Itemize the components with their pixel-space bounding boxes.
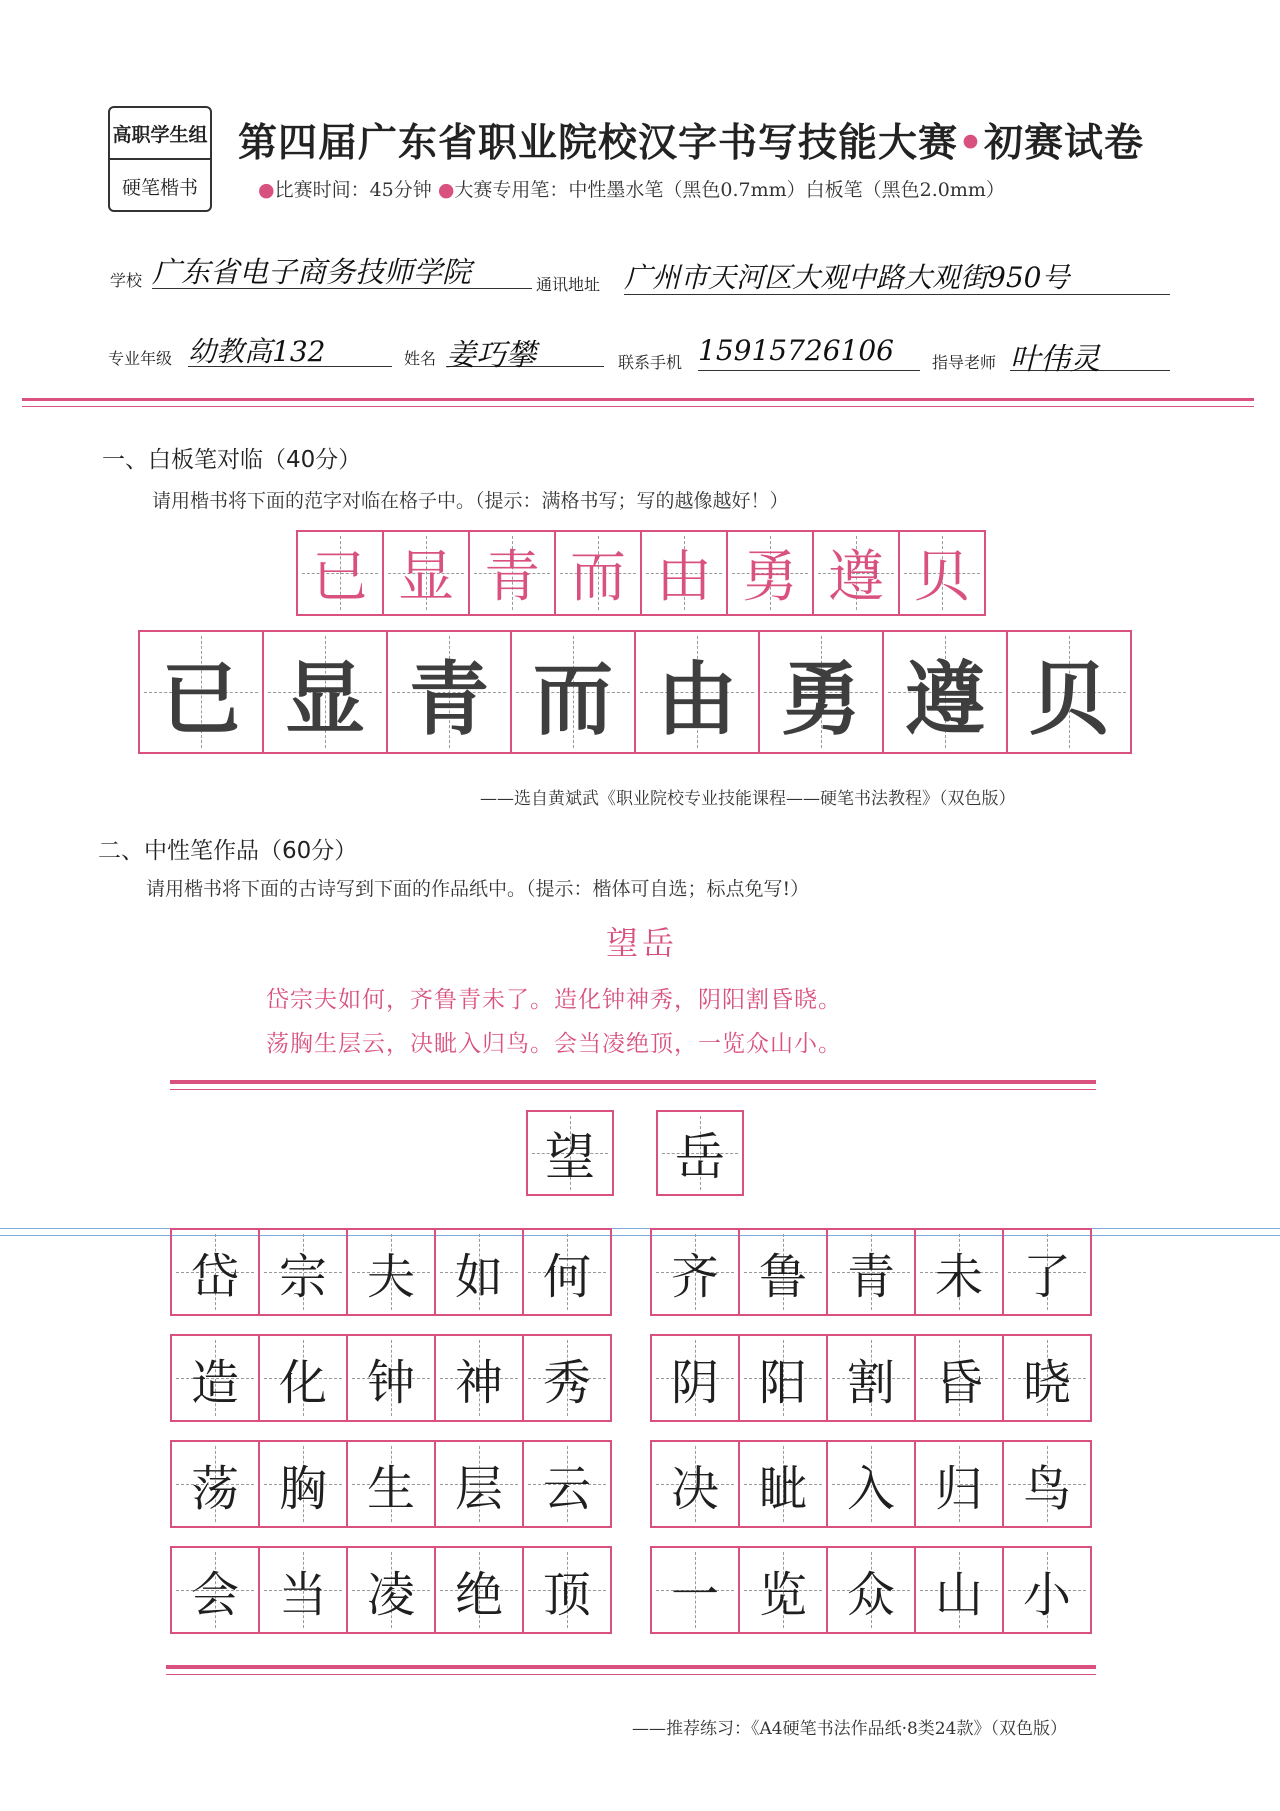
- work-title-char: 岳: [675, 1128, 725, 1186]
- section2-note: 请用楷书将下面的古诗写到下面的作品纸中。（提示：楷体可自选；标点免写!）: [146, 878, 810, 900]
- work-char-cell[interactable]: [524, 1228, 612, 1316]
- work-char-cell[interactable]: [740, 1546, 828, 1634]
- work-title-char: 望: [545, 1128, 595, 1186]
- work-char-cell[interactable]: [916, 1546, 1004, 1634]
- work-char-cell[interactable]: [740, 1440, 828, 1528]
- copy-char-cell[interactable]: [884, 630, 1008, 754]
- model-char-cell: [384, 530, 470, 616]
- work-char-cell[interactable]: [172, 1440, 260, 1528]
- section1-title: 一、白板笔对临（40分）: [102, 447, 362, 473]
- model-char-cell: [900, 530, 986, 616]
- work-char: 荡: [190, 1460, 239, 1517]
- work-char: 眦: [758, 1460, 807, 1517]
- work-char-cell[interactable]: [524, 1440, 612, 1528]
- work-char: 入: [846, 1460, 895, 1517]
- copy-char-cell[interactable]: [140, 630, 264, 754]
- major-field[interactable]: 幼教高132: [188, 330, 392, 367]
- work-row-right: [650, 1334, 1092, 1422]
- work-char-cell[interactable]: [740, 1228, 828, 1316]
- work-row-right: [650, 1228, 1092, 1316]
- work-char: 了: [1022, 1248, 1071, 1305]
- work-char: 凌: [366, 1566, 415, 1623]
- work-char-cell[interactable]: [916, 1228, 1004, 1316]
- copy-char-row: [138, 630, 1132, 754]
- work-row-right: [650, 1546, 1092, 1634]
- work-char-cell[interactable]: [436, 1546, 524, 1634]
- work-char: 小: [1022, 1566, 1071, 1623]
- work-char-cell[interactable]: [740, 1334, 828, 1422]
- work-char: 生: [366, 1460, 415, 1517]
- badge-group-label: 高职学生组: [110, 108, 210, 160]
- model-char: 显: [398, 545, 454, 610]
- model-char: 勇: [742, 545, 798, 610]
- work-char-cell[interactable]: [1004, 1546, 1092, 1634]
- work-divider-bottom-thin: [166, 1674, 1096, 1675]
- model-char: 青: [484, 545, 540, 610]
- work-row-left: [170, 1440, 612, 1528]
- work-char: 决: [670, 1460, 719, 1517]
- copy-char-cell[interactable]: [388, 630, 512, 754]
- work-char-cell[interactable]: [524, 1546, 612, 1634]
- badge-style-label: 硬笔楷书: [121, 176, 198, 199]
- written-char: 已: [161, 651, 241, 746]
- written-char: 青: [409, 651, 489, 746]
- model-char-cell: [642, 530, 728, 616]
- copy-char-cell[interactable]: [264, 630, 388, 754]
- work-grid: [170, 1228, 1096, 1678]
- work-char-cell[interactable]: [172, 1546, 260, 1634]
- work-char: 割: [846, 1354, 895, 1411]
- work-divider-top: [170, 1080, 1096, 1084]
- work-row-right: [650, 1440, 1092, 1528]
- work-char-cell[interactable]: [348, 1546, 436, 1634]
- model-char-cell: [814, 530, 900, 616]
- work-char-cell[interactable]: [436, 1440, 524, 1528]
- copy-char-cell[interactable]: [636, 630, 760, 754]
- work-char-cell[interactable]: [348, 1228, 436, 1316]
- model-char-cell: [556, 530, 642, 616]
- phone-field[interactable]: 15915726106: [698, 334, 920, 371]
- work-char: 青: [846, 1248, 895, 1305]
- bullet-dot: ●: [437, 179, 455, 201]
- work-divider-top-thin: [170, 1089, 1096, 1090]
- poem-line: 岱宗夫如何，齐鲁青未了。造化钟神秀，阴阳割昏晓。: [266, 987, 842, 1013]
- copy-char-cell[interactable]: [1008, 630, 1132, 754]
- teacher-label: 指导老师: [932, 353, 997, 372]
- written-char: 由: [657, 651, 737, 746]
- time-label: 比赛时间：45分钟: [274, 179, 432, 201]
- pen-label: 大赛专用笔：中性墨水笔（黑色0.7mm）白板笔（黑色2.0mm）: [454, 179, 1005, 201]
- work-char-cell[interactable]: [828, 1228, 916, 1316]
- work-char-cell[interactable]: [1004, 1440, 1092, 1528]
- work-char-cell[interactable]: [652, 1334, 740, 1422]
- work-char: 宗: [278, 1248, 327, 1305]
- work-char-cell[interactable]: [436, 1228, 524, 1316]
- work-char: 何: [542, 1248, 591, 1305]
- poem-title: 望岳: [606, 924, 679, 962]
- section2-title: 二、中性笔作品（60分）: [98, 838, 358, 864]
- work-char-cell[interactable]: [1004, 1334, 1092, 1422]
- work-char: 一: [670, 1566, 719, 1623]
- recommend-note: ——推荐练习：《A4硬笔书法作品纸·8类24款》（双色版）: [632, 1719, 1067, 1739]
- work-char: 阴: [670, 1354, 719, 1411]
- work-char-cell[interactable]: [524, 1334, 612, 1422]
- work-char: 阳: [758, 1354, 807, 1411]
- section1-note: 请用楷书将下面的范字对临在格子中。（提示：满格书写；写的越像越好！）: [152, 490, 789, 512]
- work-char: 山: [934, 1566, 983, 1623]
- address-field[interactable]: 广州市天河区大观中路大观街950号: [624, 256, 1170, 295]
- model-char-cell: [470, 530, 556, 616]
- written-char: 而: [533, 651, 613, 746]
- work-char: 化: [278, 1354, 327, 1411]
- work-char-cell[interactable]: [652, 1440, 740, 1528]
- work-row-left: [170, 1228, 612, 1316]
- work-char: 未: [934, 1248, 983, 1305]
- work-char: 归: [934, 1460, 983, 1517]
- work-char-cell[interactable]: [916, 1334, 1004, 1422]
- model-char: 由: [656, 545, 712, 610]
- work-char: 会: [190, 1566, 239, 1623]
- work-char: 众: [846, 1566, 895, 1623]
- phone-label: 联系手机: [618, 353, 683, 372]
- work-char: 鸟: [1022, 1460, 1071, 1517]
- work-char: 绝: [454, 1566, 503, 1623]
- model-char: 已: [312, 545, 368, 610]
- work-char: 当: [278, 1566, 327, 1623]
- title-tail: 初赛试卷: [983, 121, 1144, 166]
- source-citation: ——选自黄斌武《职业院校专业技能课程——硬笔书法教程》（双色版）: [480, 789, 1016, 809]
- work-char: 神: [454, 1354, 503, 1411]
- divider-top-thin: [22, 406, 1254, 407]
- written-char: 显: [285, 651, 365, 746]
- work-char-cell[interactable]: [348, 1334, 436, 1422]
- address-label: 通讯地址: [536, 275, 601, 294]
- work-char-cell[interactable]: [828, 1546, 916, 1634]
- work-char-cell[interactable]: [436, 1334, 524, 1422]
- work-title-cell[interactable]: [658, 1110, 744, 1196]
- work-char-cell[interactable]: [172, 1334, 260, 1422]
- work-char-cell[interactable]: [828, 1440, 916, 1528]
- title-main: 第四届广东省职业院校汉字书写技能大赛: [238, 121, 959, 166]
- model-char: 贝: [914, 545, 970, 610]
- title-dot: •: [958, 121, 984, 166]
- work-char: 顶: [542, 1566, 591, 1623]
- work-char: 胸: [278, 1460, 327, 1517]
- work-char: 钟: [366, 1354, 415, 1411]
- work-title-cell[interactable]: [528, 1110, 614, 1196]
- work-char: 层: [454, 1460, 503, 1517]
- work-char: 夫: [366, 1248, 415, 1305]
- work-char: 鲁: [758, 1248, 807, 1305]
- work-char-cell[interactable]: [260, 1334, 348, 1422]
- divider-top: [22, 398, 1254, 401]
- group-badge: [108, 106, 212, 212]
- work-row-left: [170, 1546, 612, 1634]
- work-char-cell[interactable]: [652, 1546, 740, 1634]
- work-char: 览: [758, 1566, 807, 1623]
- written-char: 贝: [1029, 651, 1109, 746]
- work-char-cell[interactable]: [348, 1440, 436, 1528]
- exam-info-line: [258, 175, 1005, 202]
- work-char-cell[interactable]: [260, 1228, 348, 1316]
- work-char: 如: [454, 1248, 503, 1305]
- school-label: 学校: [110, 271, 143, 290]
- bullet-dot: ●: [258, 179, 275, 201]
- name-field[interactable]: 姜巧攀: [446, 330, 604, 367]
- work-char: 晓: [1022, 1354, 1071, 1411]
- work-divider-bottom: [166, 1665, 1096, 1669]
- copy-char-cell[interactable]: [512, 630, 636, 754]
- major-label: 专业年级: [108, 349, 173, 368]
- work-char-cell[interactable]: [916, 1440, 1004, 1528]
- work-char: 云: [542, 1460, 591, 1517]
- model-char-cell: [298, 530, 384, 616]
- page-title: [238, 112, 1144, 168]
- poem-line: 荡胸生层云，决眦入归鸟。会当凌绝顶，一览众山小。: [266, 1031, 842, 1057]
- written-char: 勇: [781, 651, 861, 746]
- name-label: 姓名: [404, 349, 437, 368]
- model-char: 遵: [828, 545, 884, 610]
- work-char: 岱: [190, 1248, 239, 1305]
- work-char: 秀: [542, 1354, 591, 1411]
- work-char-cell[interactable]: [1004, 1228, 1092, 1316]
- written-char: 遵: [905, 651, 985, 746]
- teacher-field[interactable]: 叶伟灵: [1010, 334, 1170, 371]
- work-char: 造: [190, 1354, 239, 1411]
- school-field[interactable]: 广东省电子商务技师学院: [152, 250, 532, 289]
- work-char-cell[interactable]: [172, 1228, 260, 1316]
- model-char: 而: [570, 545, 626, 610]
- work-title-cell-wrap: [526, 1110, 614, 1196]
- model-char-cell: [728, 530, 814, 616]
- work-char-cell[interactable]: [260, 1546, 348, 1634]
- work-title-cell-wrap: [656, 1110, 744, 1196]
- copy-char-cell[interactable]: [760, 630, 884, 754]
- model-char-row: [296, 530, 986, 616]
- work-char: 齐: [670, 1248, 719, 1305]
- work-char-cell[interactable]: [652, 1228, 740, 1316]
- work-char-cell[interactable]: [828, 1334, 916, 1422]
- work-char-cell[interactable]: [260, 1440, 348, 1528]
- work-char: 昏: [934, 1354, 983, 1411]
- work-row-left: [170, 1334, 612, 1422]
